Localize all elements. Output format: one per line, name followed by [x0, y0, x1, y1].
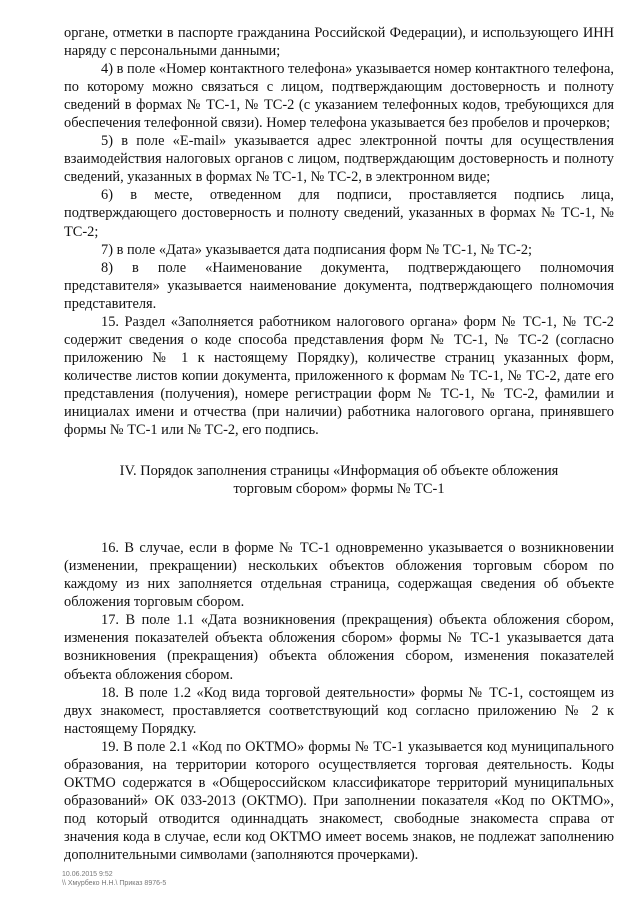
paragraph-18: 18. В поле 1.2 «Код вида торговой деятельности» формы № ТС-1, состоящем из двух знакомест, проставляется соответствующий код согласно приложению № 2 к настоящему Порядку.	[64, 684, 614, 737]
print-footer	[62, 870, 166, 888]
paragraph-item-6: 6) в месте, отведенном для подписи, проставляется подпись лица, подтверждающего достоверность и полноту сведений, указанных в формах № ТС-1, № ТС-2;	[64, 187, 614, 240]
paragraph-17: 17. В поле 1.1 «Дата возникновения (прекращения) объекта обложения сбором, изменения показателей объекта обложения сбором» формы № ТС-1 указывается дата возникновения (прекращения) объекта обложения сбором, изменения показателей объекта обложения сбором.	[64, 612, 614, 683]
document-page	[64, 24, 614, 864]
paragraph-item-8: 8) в поле «Наименование документа, подтверждающего полномочия представителя» указывается наименование документа, подтверждающего полномочия представителя.	[64, 259, 614, 312]
paragraph-16: 16. В случае, если в форме № ТС-1 одновременно указывается о возникновении (изменении, прекращении) нескольких объектов обложения торговым сбором по каждому из них заполняется отдельная страница, содержащая сведения об объекте обложения торговым сбором.	[64, 540, 614, 611]
print-file-path: \\ Хмурбеко Н.Н.\ Приказ 8976-5	[62, 880, 167, 887]
paragraph-item-4: 4) в поле «Номер контактного телефона» указывается номер контактного телефона, по которому можно связаться с лицом, подтверждающим достоверность и полноту сведений в формах № ТС-1, № ТС-2 (с указанием телефонных кодов, требующихся для обеспечения телефонной связи). Номер телефона указывается без пробелов и прочерков;	[64, 61, 614, 132]
print-timestamp: 10.06.2015 9:52	[62, 871, 113, 878]
paragraph-item-5: 5) в поле «E-mail» указывается адрес электронной почты для осуществления взаимодействия налоговых органов с лицом, подтверждающим достоверность и полноту сведений, указанных в формах № ТС-1, № ТС-2, в электронном виде;	[64, 133, 614, 186]
paragraph-19: 19. В поле 2.1 «Код по ОКТМО» формы № ТС-1 указывается код муниципального образования, на территории которого осуществляется торговая деятельность. Коды ОКТМО содержатся в «Общероссийском классификаторе территорий муниципальных образований» ОК 033-2013 (ОКТМО). При заполнении показателя «Код по ОКТМО», под который отводится одиннадцать знакомест, свободные знакоместа справа от значения кода в случае, если код ОКТМО имеет восемь знаков, не подлежат заполнению дополнительными символами (заполняются прочерками).	[64, 738, 614, 863]
paragraph-15: 15. Раздел «Заполняется работником налогового органа» форм № ТС-1, № ТС-2 содержит сведения о коде способа представления форм № ТС-1, № ТС-2 (согласно приложению № 1 к настоящему Порядку), количестве страниц указанных форм, количестве листов копии документа, приложенного к формам № ТС-1, № ТС-2, дате его представления (получения), номере регистрации форм № ТС-1, № ТС-2, фамилии и инициалах имени и отчества (при наличии) работника налогового органа, принявшего формы № ТС-1 или № ТС-2, его подпись.	[64, 313, 614, 439]
paragraph-continuation: органе, отметки в паспорте гражданина Российской Федерации), и использующего ИНН наряду с персональными данными;	[64, 25, 614, 60]
paragraph-item-7: 7) в поле «Дата» указывается дата подписания форм № ТС-1, № ТС-2;	[101, 241, 533, 258]
section-heading: IV. Порядок заполнения страницы «Информация об объекте обложения торговым сбором» формы № ТС-1	[119, 463, 559, 498]
